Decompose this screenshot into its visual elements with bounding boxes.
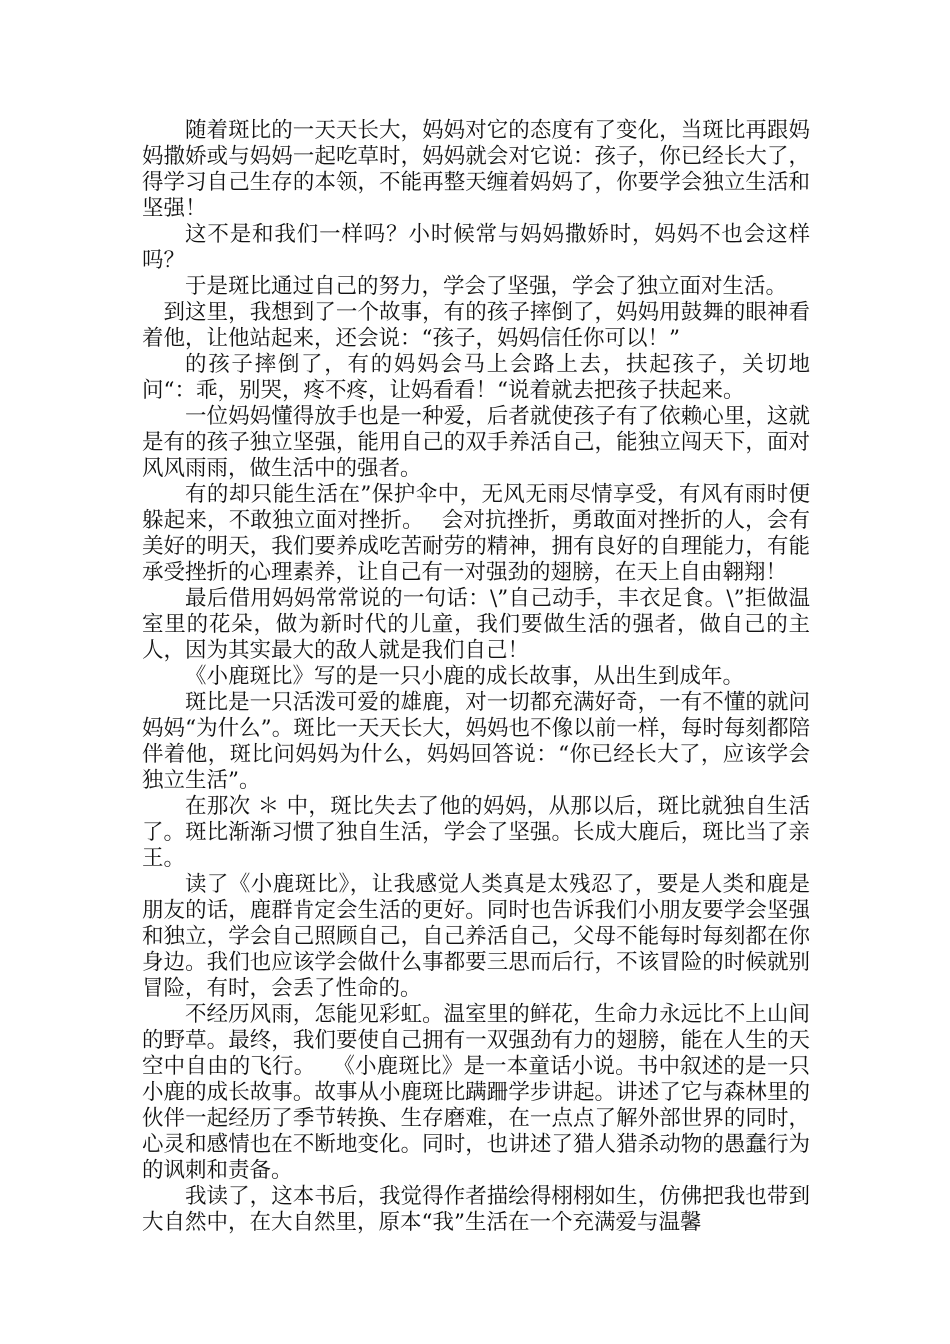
- paragraph: 有的却只能生活在”保护伞中，无风无雨尽情享受，有风有雨时便躲起来，不敢独立面对挫折。 会对抗挫折，勇敢面对挫折的人，会有美好的明天，我们要养成吃苦耐劳的精神，拥有良好的自理能力，有能承受挫折的心理素养，让自己有一对强劲的翅膀，在天上自由翱翔！: [142, 482, 810, 585]
- paragraph: 的孩子摔倒了，有的妈妈会马上会路上去，扶起孩子，关切地问“：乖，别哭，疼不疼，让妈看看！“说着就去把孩子扶起来。: [142, 352, 810, 403]
- paragraph: 一位妈妈懂得放手也是一种爱，后者就使孩子有了依赖心里，这就是有的孩子独立坚强，能用自己的双手养活自己，能独立闯天下，面对风风雨雨，做生活中的强者。: [142, 404, 810, 481]
- document-body: [142, 118, 810, 1236]
- paragraph: 斑比是一只活泼可爱的雄鹿，对一切都充满好奇，一有不懂的就问妈妈“为什么”。斑比一天天长大，妈妈也不像以前一样，每时每刻都陪伴着他，斑比问妈妈为什么，妈妈回答说：“你已经长大了，应该学会独立生活”。: [142, 690, 810, 793]
- paragraph: 到这里，我想到了一个故事，有的孩子摔倒了，妈妈用鼓舞的眼神看着他，让他站起来，还会说：“孩子，妈妈信任你可以！”: [142, 300, 810, 351]
- paragraph: 读了《小鹿斑比》，让我感觉人类真是太残忍了，要是人类和鹿是朋友的话，鹿群肯定会生活的更好。同时也告诉我们小朋友要学会坚强和独立，学会自己照顾自己，自己养活自己，父母不能每时每刻都在你身边。我们也应该学会做什么事都要三思而后行，不该冒险的时候就别冒险，有时，会丢了性命的。: [142, 872, 810, 1001]
- paragraph: 随着斑比的一天天长大，妈妈对它的态度有了变化，当斑比再跟妈妈撒娇或与妈妈一起吃草时，妈妈就会对它说：孩子，你已经长大了，得学习自己生存的本领，不能再整天缠着妈妈了，你要学会独立生活和坚强！: [142, 118, 810, 221]
- paragraph: 在那次 ＊ 中，斑比失去了他的妈妈，从那以后，斑比就独自生活了。斑比渐渐习惯了独自生活，学会了坚强。长成大鹿后，斑比当了亲王。: [142, 794, 810, 871]
- paragraph: 《小鹿斑比》写的是一只小鹿的成长故事，从出生到成年。: [185, 664, 745, 689]
- paragraph: 这不是和我们一样吗？小时候常与妈妈撒娇时，妈妈不也会这样吗？: [142, 222, 810, 273]
- paragraph: 我读了，这本书后，我觉得作者描绘得栩栩如生，仿佛把我也带到大自然中，在大自然里，原本“我”生活在一个充满爱与温馨: [142, 1184, 810, 1235]
- paragraph: 不经历风雨，怎能见彩虹。温室里的鲜花，生命力永远比不上山间的野草。最终，我们要使自己拥有一双强劲有力的翅膀，能在人生的天空中自由的飞行。 《小鹿斑比》是一本童话小说。书中叙述的是一只小鹿的成长故事。故事从小鹿斑比蹒跚学步讲起。讲述了它与森林里的伙伴一起经历了季节转换、生存磨难，在一点点了解外部世界的同时，心灵和感情也在不断地变化。同时，也讲述了猎人猎杀动物的愚蠢行为的讽刺和责备。: [142, 1002, 810, 1183]
- paragraph: 于是斑比通过自己的努力，学会了坚强，学会了独立面对生活。: [185, 274, 788, 299]
- paragraph: 最后借用妈妈常常说的一句话：\”自己动手，丰衣足食。\”拒做温室里的花朵，做为新时代的儿童，我们要做生活的强者，做自己的主人，因为其实最大的敌人就是我们自己！: [142, 586, 810, 663]
